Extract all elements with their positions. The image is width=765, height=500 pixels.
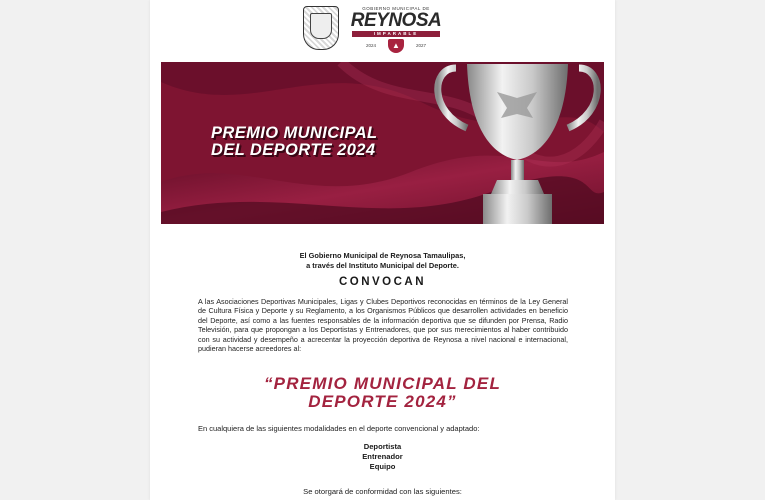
reynosa-logo (346, 6, 446, 54)
intro-line2: a través del Instituto Municipal del Deporte. (306, 261, 459, 270)
brand-years (346, 39, 446, 53)
banner-title-line1: PREMIO MUNICIPAL (211, 124, 378, 142)
banner-title (211, 125, 461, 159)
modality-entrenador: Entrenador (362, 452, 403, 461)
hero-banner (161, 62, 604, 224)
modalities-intro: En cualquiera de las siguientes modalidades en el deporte convencional y adaptado: (198, 424, 480, 433)
eagle-shield-icon: ▲ (388, 39, 404, 53)
seal-inner (310, 13, 332, 39)
modality-equipo: Equipo (369, 462, 396, 471)
brand-name: REYNOSA (350, 10, 442, 31)
award-title (150, 375, 615, 411)
document-page (150, 0, 615, 500)
intro-line1: El Gobierno Municipal de Reynosa Tamaulipas, (299, 251, 466, 260)
banner-title-line2: DEL DEPORTE 2024 (211, 141, 376, 159)
modalities-list (150, 442, 615, 472)
brand-small-text: GOBIERNO MUNICIPAL DE (362, 6, 430, 11)
closing-text: Se otorgará de conformidad con las siguientes: (303, 487, 462, 496)
convocan-heading: CONVOCAN (338, 276, 427, 288)
brand-year-end: 2027 (415, 43, 426, 48)
header (150, 0, 615, 60)
award-title-line1: “PREMIO MUNICIPAL DEL (263, 374, 502, 393)
call-body-text: A las Asociaciones Deportivas Municipales, Ligas y Clubes Deportivos reconocidas en términos de la Ley General de Cultura Física y Deporte y su Reglamento, a los Organismos Públicos que desarrollen actividades en beneficio del Deporte, así como a las fuentes responsables de la información deportiva que se difunden por Prensa, Radio Televisión, para que propongan a los Deportistas y Entrenadores, que por sus merecimientos al haber contribuido con su actividad y desempeño a acrecentar la proyección deportiva de Reynosa a nivel nacional e internacional, pudieran hacerse acreedores al: (198, 297, 568, 354)
award-title-line2: DEPORTE 2024” (308, 392, 457, 411)
municipal-seal-icon (303, 6, 339, 50)
brand-tagline: IMPARABLE (352, 31, 440, 37)
intro-text (150, 251, 615, 271)
brand-year-start: 2024 (366, 43, 377, 48)
modality-deportista: Deportista (363, 442, 402, 451)
